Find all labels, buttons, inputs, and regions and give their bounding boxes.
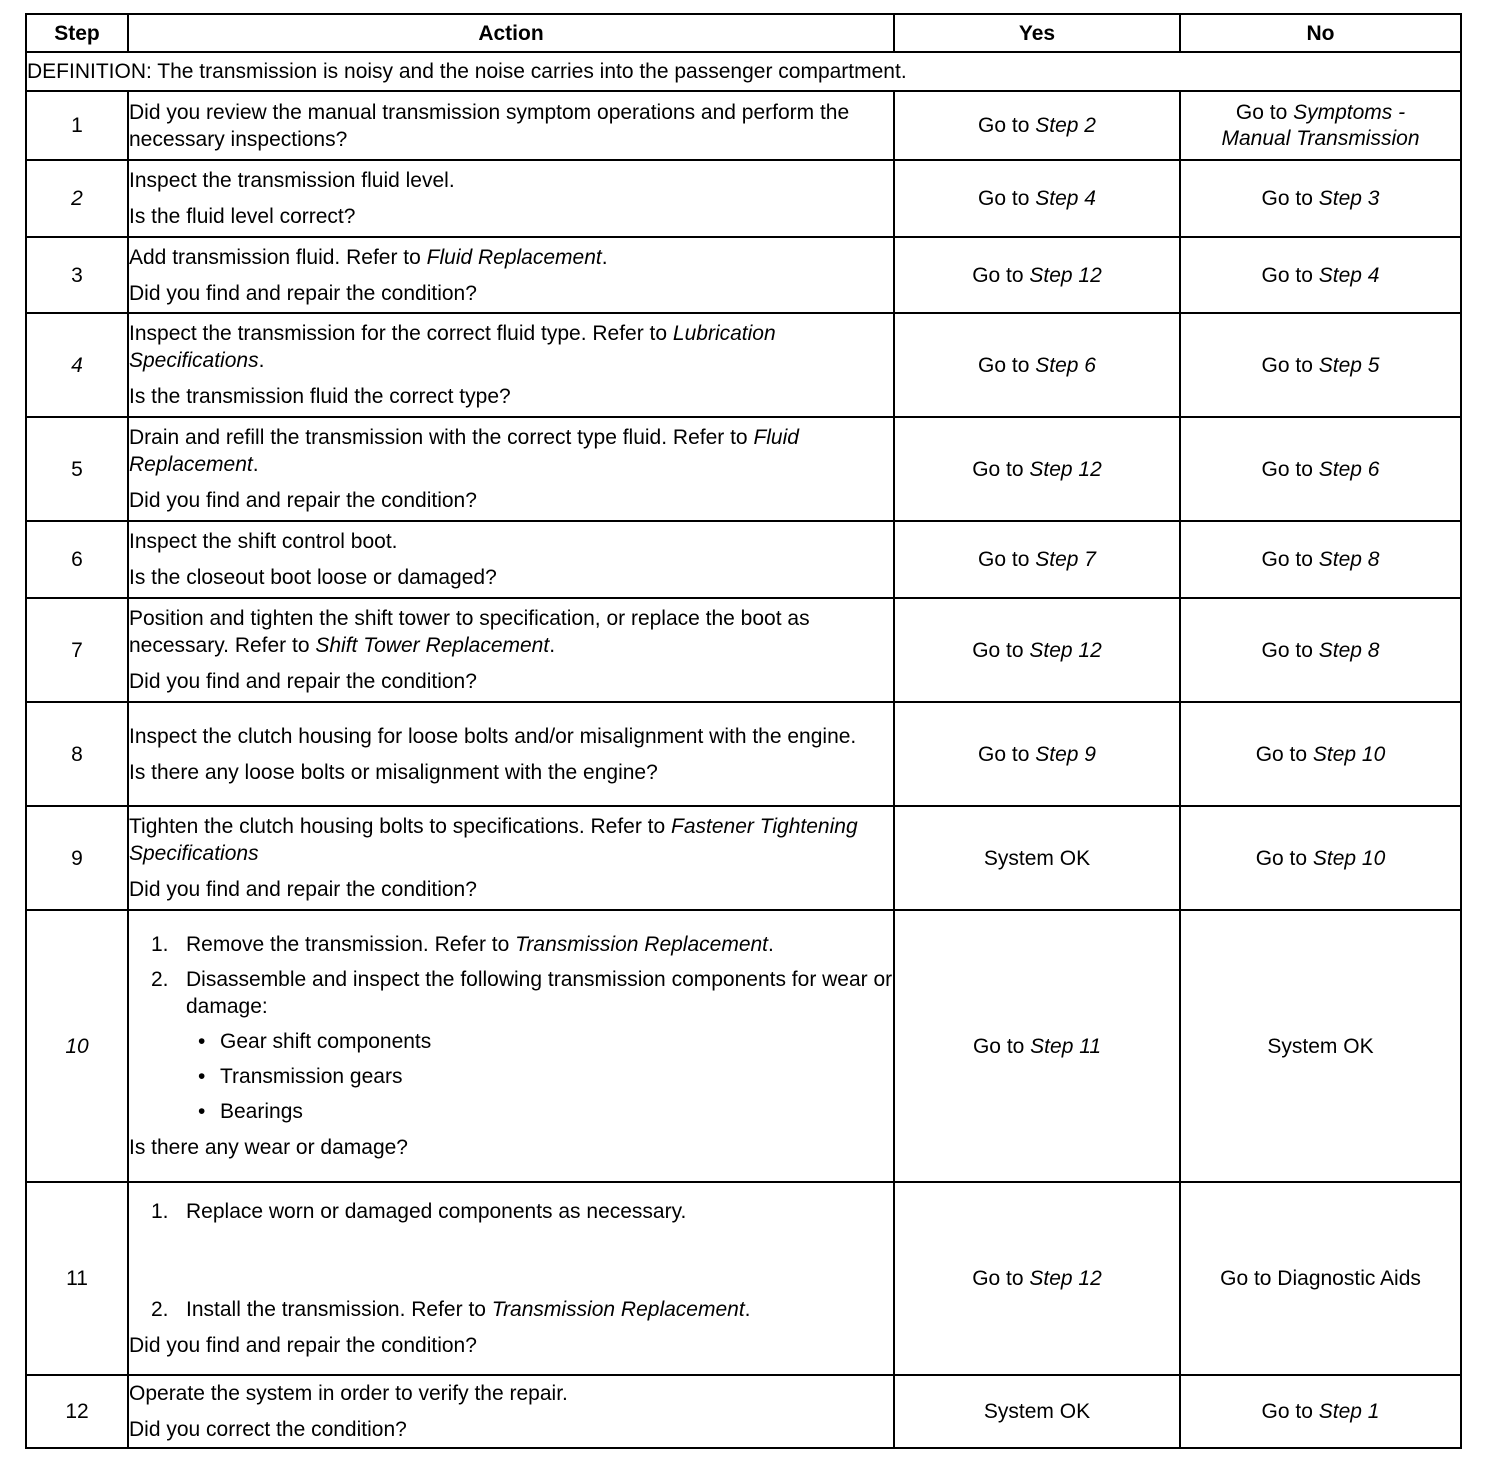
no-link[interactable]: Step 3 (1318, 187, 1380, 210)
bullet-icon: • (198, 1030, 206, 1053)
header-action: Action (128, 14, 894, 52)
step-number: 3 (26, 237, 128, 313)
item-number: 2. (151, 968, 169, 991)
action-instruction: Inspect the clutch housing for loose bolts and/or misalignment with the engine. (129, 724, 857, 748)
item-text: Install the transmission. Refer to (186, 1298, 492, 1321)
step-number: 9 (26, 806, 128, 910)
definition-text: DEFINITION: The transmission is noisy and the noise carries into the passenger compartment. (26, 52, 1461, 91)
table-row (26, 806, 1461, 910)
step-number: 2 (26, 160, 128, 237)
yes-link[interactable]: Step 4 (1035, 187, 1096, 210)
table-row (26, 598, 1461, 702)
item-end: . (768, 933, 774, 956)
action-cell (128, 702, 894, 806)
no-link[interactable]: Symptoms - Manual Transmission (1221, 100, 1420, 150)
action-question: Did you find and repair the condition? (129, 1334, 477, 1357)
action-question: Is there any loose bolts or misalignment with the engine? (129, 760, 658, 784)
table-row (26, 237, 1461, 313)
step-number: 4 (26, 313, 128, 417)
reference-link[interactable]: Shift Tower Replacement (315, 634, 550, 657)
no-cell (1180, 417, 1461, 521)
step-number: 12 (26, 1375, 128, 1448)
item-number: 2. (151, 1298, 169, 1321)
reference-link[interactable]: Fluid Replacement (426, 245, 602, 269)
yes-cell (894, 910, 1180, 1182)
step-number: 1 (26, 91, 128, 160)
list-item (129, 1296, 893, 1323)
yes-link[interactable]: Step 12 (1029, 638, 1102, 662)
action-cell (128, 160, 894, 237)
step-number: 6 (26, 521, 128, 598)
no-cell (1180, 910, 1461, 1182)
no-link[interactable]: Step 8 (1318, 548, 1380, 571)
instruction-end: . (601, 245, 608, 269)
numbered-list (129, 931, 893, 1125)
list-item (129, 1198, 893, 1288)
bullet-list (186, 1028, 893, 1125)
no-result[interactable]: System OK (1267, 1034, 1374, 1058)
numbered-list (129, 1198, 893, 1323)
action-cell (128, 598, 894, 702)
instruction-end: . (252, 453, 259, 476)
item-number: 1. (151, 933, 169, 956)
instruction-text: Add transmission fluid. Refer to (129, 245, 427, 269)
step-number: 10 (26, 910, 128, 1182)
no-prefix: Go to (1261, 1400, 1319, 1423)
action-instruction: Inspect the shift control boot. (129, 530, 398, 553)
step-number: 5 (26, 417, 128, 521)
table-row (26, 1375, 1461, 1448)
bullet-icon: • (198, 1100, 206, 1123)
no-prefix: Go to (1235, 100, 1294, 124)
no-link[interactable]: Step 5 (1318, 353, 1380, 377)
no-link[interactable]: Step 10 (1312, 742, 1386, 766)
yes-link[interactable]: Step 12 (1029, 263, 1102, 287)
bullet-text: Transmission gears (220, 1065, 403, 1088)
action-cell (128, 417, 894, 521)
no-prefix: Go to (1261, 263, 1319, 287)
header-yes: Yes (894, 14, 1180, 52)
table-row (26, 910, 1461, 1182)
action-instruction: Operate the system in order to verify the repair. (129, 1382, 568, 1405)
action-question: Is the closeout boot loose or damaged? (129, 566, 497, 589)
item-text: Replace worn or damaged components as necessary. (186, 1200, 687, 1223)
table-row (26, 91, 1461, 160)
action-instruction (129, 813, 893, 867)
yes-prefix: Go to (978, 187, 1036, 210)
yes-cell (894, 91, 1180, 160)
no-prefix: Go to (1255, 846, 1313, 870)
no-link[interactable]: Step 1 (1318, 1400, 1380, 1423)
bullet-item (186, 1098, 893, 1125)
action-question: Is the fluid level correct? (129, 205, 356, 228)
no-result[interactable]: Go to Diagnostic Aids (1220, 1267, 1421, 1290)
item-text: Remove the transmission. Refer to (186, 933, 516, 956)
bullet-icon: • (198, 1065, 206, 1088)
table-row (26, 313, 1461, 417)
no-link[interactable]: Step 10 (1312, 846, 1386, 870)
yes-cell (894, 313, 1180, 417)
no-cell (1180, 160, 1461, 237)
action-cell (128, 521, 894, 598)
table-row (26, 160, 1461, 237)
reference-link[interactable]: Fluid Replacement (129, 426, 799, 476)
action-instruction (129, 244, 893, 271)
bullet-text: Bearings (220, 1100, 303, 1123)
action-question: Did you correct the condition? (129, 1418, 407, 1441)
no-prefix: Go to (1261, 638, 1319, 662)
no-prefix: Go to (1261, 353, 1319, 377)
no-cell (1180, 521, 1461, 598)
reference-link[interactable]: Lubrication Specifications (129, 322, 776, 372)
yes-link[interactable]: Step 12 (1029, 457, 1102, 481)
bullet-item (186, 1063, 893, 1090)
reference-link[interactable]: Transmission Replacement (515, 933, 769, 956)
no-prefix: Go to (1261, 187, 1319, 210)
yes-link[interactable]: Step 11 (1030, 1034, 1102, 1058)
no-cell (1180, 1375, 1461, 1448)
action-instruction (129, 320, 893, 374)
action-cell (128, 806, 894, 910)
yes-result[interactable]: System OK (983, 1400, 1091, 1423)
yes-cell (894, 1182, 1180, 1375)
yes-link[interactable]: Step 12 (1029, 1267, 1102, 1290)
yes-cell (894, 702, 1180, 806)
action-cell (128, 1182, 894, 1375)
yes-prefix: Go to (978, 114, 1036, 137)
yes-link[interactable]: Step 6 (1035, 353, 1096, 377)
no-prefix: Go to (1255, 742, 1313, 766)
yes-result[interactable]: System OK (983, 846, 1091, 870)
action-instruction (129, 424, 893, 478)
no-cell (1180, 702, 1461, 806)
yes-cell (894, 806, 1180, 910)
header-step: Step (26, 14, 128, 52)
list-item (129, 931, 893, 958)
yes-prefix: Go to (972, 1267, 1030, 1290)
table-row (26, 521, 1461, 598)
instruction-text: Drain and refill the transmission with the correct type fluid. Refer to (129, 426, 754, 449)
definition-row (26, 52, 1461, 91)
yes-prefix: Go to (972, 1034, 1031, 1058)
instruction-text: Position and tighten the shift tower to specification, or replace the boot as necessary. Refer to (129, 607, 810, 657)
reference-link[interactable]: Transmission Replacement (491, 1298, 745, 1321)
table-row (26, 702, 1461, 806)
item-text: Disassemble and inspect the following transmission components for wear or damage: (186, 968, 893, 1018)
action-question: Is the transmission fluid the correct type? (129, 385, 511, 408)
action-question: Did you find and repair the condition? (129, 670, 477, 693)
action-question: Did you find and repair the condition? (129, 281, 477, 305)
no-link[interactable]: Step 4 (1318, 263, 1380, 287)
bullet-text: Gear shift components (220, 1030, 432, 1053)
list-item (129, 966, 893, 1125)
diagnostic-table (25, 13, 1462, 1449)
no-prefix: Go to (1261, 457, 1319, 481)
action-cell (128, 237, 894, 313)
no-link[interactable]: Step 8 (1318, 638, 1380, 662)
action-question: Did you find and repair the condition? (129, 878, 477, 901)
yes-cell (894, 237, 1180, 313)
yes-cell (894, 160, 1180, 237)
action-cell (128, 910, 894, 1182)
yes-prefix: Go to (978, 742, 1036, 766)
yes-cell (894, 598, 1180, 702)
yes-cell (894, 1375, 1180, 1448)
yes-prefix: Go to (978, 353, 1036, 377)
item-number: 1. (151, 1200, 169, 1223)
no-cell (1180, 313, 1461, 417)
step-number: 8 (26, 702, 128, 806)
reference-link[interactable]: Fastener Tightening Specifications (129, 815, 858, 865)
yes-cell (894, 417, 1180, 521)
action-cell (128, 1375, 894, 1448)
action-question: Is there any wear or damage? (129, 1136, 408, 1159)
no-cell (1180, 91, 1461, 160)
header-row (26, 14, 1461, 52)
yes-link[interactable]: Step 9 (1035, 742, 1096, 766)
no-cell (1180, 598, 1461, 702)
table-row (26, 1182, 1461, 1375)
yes-cell (894, 521, 1180, 598)
no-prefix: Go to (1261, 548, 1319, 571)
action-cell (128, 313, 894, 417)
instruction-text: Tighten the clutch housing bolts to specifications. Refer to (129, 815, 672, 838)
instruction-end: . (549, 634, 556, 657)
no-link[interactable]: Step 6 (1318, 457, 1380, 481)
no-cell (1180, 806, 1461, 910)
instruction-end: . (258, 349, 265, 372)
step-number: 11 (26, 1182, 128, 1375)
yes-prefix: Go to (972, 263, 1030, 287)
action-instruction: Inspect the transmission fluid level. (129, 169, 455, 192)
no-cell (1180, 237, 1461, 313)
action-instruction (129, 605, 893, 659)
item-end: . (744, 1298, 751, 1321)
step-number: 7 (26, 598, 128, 702)
instruction-text: Inspect the transmission for the correct fluid type. Refer to (129, 322, 673, 345)
action-cell (128, 91, 894, 160)
action-question: Did you find and repair the condition? (129, 489, 477, 512)
action-question: Did you review the manual transmission symptom operations and perform the necessary inspections? (129, 100, 850, 151)
yes-prefix: Go to (972, 638, 1030, 662)
table-row (26, 417, 1461, 521)
header-no: No (1180, 14, 1461, 52)
no-cell (1180, 1182, 1461, 1375)
yes-prefix: Go to (978, 548, 1036, 571)
yes-prefix: Go to (972, 457, 1030, 481)
yes-link[interactable]: Step 7 (1035, 548, 1096, 571)
yes-link[interactable]: Step 2 (1035, 114, 1096, 137)
bullet-item (186, 1028, 893, 1055)
